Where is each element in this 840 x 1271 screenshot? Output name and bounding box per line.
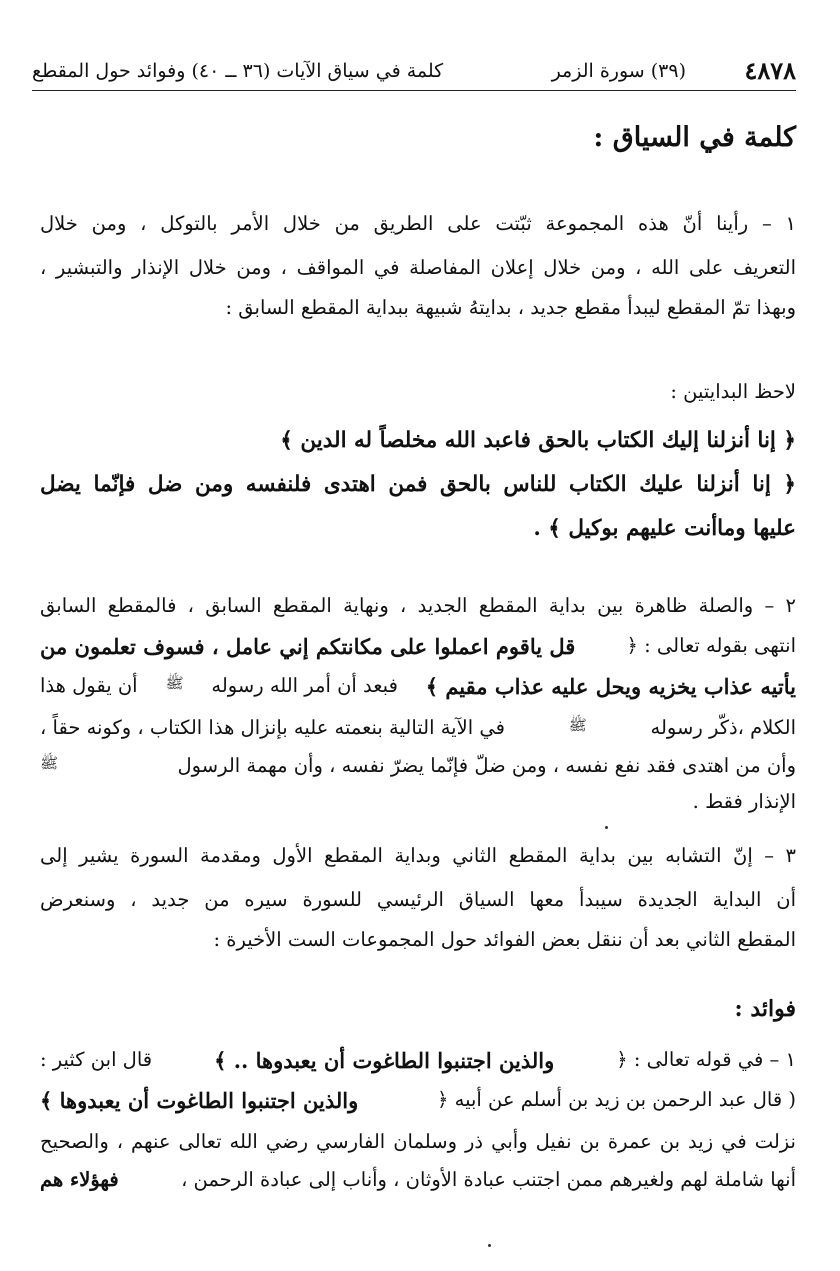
p2-line-3-text: فبعد أن أمر الله رسوله (211, 674, 398, 697)
p2-line-2 (40, 636, 796, 657)
p2-line-1: ٢ – والصلة ظاهرة بين بداية المقطع الجديد ، ونهاية المقطع السابق ، فالمقطع السابق (40, 594, 796, 617)
p3-line-2: أن البداية الجديدة سيبدأ معها السياق الرئيسي للسورة سيره من جديد ، وسنعرض (40, 888, 796, 911)
p2-line-4-start: الكلام ،ذكّر رسوله (650, 716, 796, 739)
surah-label: (٣٩) سورة الزمر (551, 60, 686, 82)
heading-context: كلمة في السياق : (593, 122, 796, 153)
f1-line-3: نزلت في زيد بن عمرة بن نفيل وأبي ذر وسلمان الفارسي رضي الله تعالى عنهم ، والصحيح (40, 1130, 796, 1153)
verse-2-line-2: عليها وماأنت عليهم بوكيل ﴾ . (533, 516, 796, 541)
running-header (32, 56, 796, 91)
f1-line-1-end: قال ابن كثير : (40, 1048, 153, 1071)
p2-line-4 (40, 718, 796, 738)
stray-dot (605, 826, 608, 829)
f1-line-4-text: أنها شاملة لهم ولغيرهم ممن اجتنب عبادة الأوثان ، وأناب إلى عبادة الرحمن ، (181, 1168, 796, 1191)
f1-line-4 (40, 1170, 796, 1190)
stray-dot-bottom (488, 1244, 491, 1247)
verse-1: ﴿ إنا أنزلنا إليك الكتاب بالحق فاعبد الله مخلصاً له الدين ﴾ (280, 428, 796, 453)
p2-line-2-quote: قل ياقوم اعملوا على مكانتكم إني عامل ، فسوف تعلمون من (40, 634, 576, 659)
f1-line-1-intro: ١ – في قوله تعالى : ﴿ (616, 1048, 796, 1071)
verse-2-line-1: ﴿ إنا أنزلنا عليك الكتاب للناس بالحق فمن اهتدى فلنفسه ومن ضل فإنّما يضل (40, 472, 796, 497)
p2-line-5 (40, 756, 796, 776)
salutation-glyph: ﷺ (165, 674, 184, 692)
section-label: كلمة في سياق الآيات (٣٦ ــ ٤٠) وفوائد حول المقطع (32, 60, 444, 82)
heading-benefits: فوائد : (734, 996, 796, 1022)
p2-line-3 (40, 676, 796, 697)
f1-line-2-quote: والذين اجتنبوا الطاغوت أن يعبدوها ﴾ (40, 1088, 359, 1113)
f1-line-1-quote: والذين اجتنبوا الطاغوت أن يعبدوها .. ﴾ (214, 1048, 555, 1073)
salutation-glyph: ﷺ (568, 716, 587, 734)
salutation-glyph: ﷺ (40, 754, 59, 772)
f1-line-4-end: فهؤلاء هم (40, 1168, 119, 1191)
p2-line-3-end: أن يقول هذا (40, 674, 138, 697)
f1-line-1 (40, 1050, 796, 1071)
p3-line-1: ٣ – إنّ التشابه بين بداية المقطع الثاني وبداية المقطع الأول ومقدمة السورة يشير إلى (40, 844, 796, 867)
p2-line-5-text: وأن من اهتدى فقد نفع نفسه ، ومن ضلّ فإنّما يضرّ نفسه ، وأن مهمة الرسول (177, 754, 796, 777)
p2-line-6: الإنذار فقط . (692, 790, 796, 813)
compare-label: لاحظ البدايتين : (670, 380, 796, 403)
p2-line-3-quote: يأتيه عذاب يخزيه ويحل عليه عذاب مقيم ﴾ (425, 674, 796, 699)
f1-line-2-text: ( قال عبد الرحمن بن زيد بن أسلم عن أبيه ﴿ (437, 1088, 796, 1111)
page-number: ٤٨٧٨ (744, 56, 796, 85)
p2-line-2-intro: انتهى بقوله تعالى : ﴿ (626, 634, 796, 657)
p1-line-2: التعريف على الله ، ومن خلال إعلان المفاصلة في المواقف ، ومن خلال الإنذار والتبشير ، (40, 256, 796, 279)
p2-line-4-text: في الآية التالية بنعمته عليه بإنزال هذا الكتاب ، وكونه حقاً ، (40, 716, 505, 739)
p1-line-3: وبهذا تمّ المقطع ليبدأ مقطع جديد ، بدايتهُ شبيهة ببداية المقطع السابق : (225, 296, 796, 319)
f1-line-2 (40, 1090, 796, 1111)
p3-line-3: المقطع الثاني بعد أن ننقل بعض الفوائد حول المجموعات الست الأخيرة : (213, 928, 796, 951)
p1-line-1: ١ – رأينا أنّ هذه المجموعة ثبّتت على الطريق من خلال الأمر بالتوكل ، ومن خلال (40, 212, 796, 235)
